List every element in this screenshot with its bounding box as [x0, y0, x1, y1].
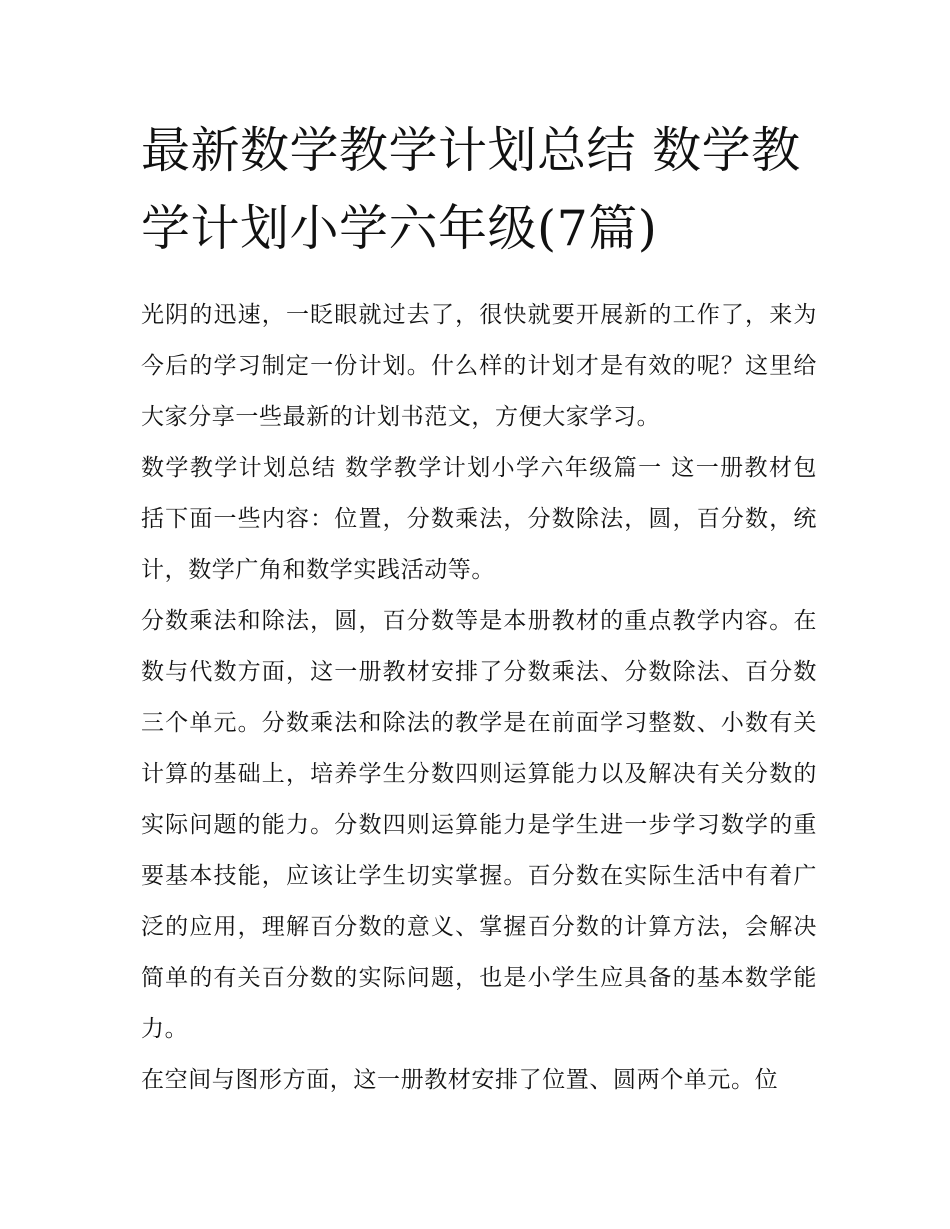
document-body	[141, 112, 817, 1106]
paragraph-intro: 光阴的迅速，一眨眼就过去了，很快就要开展新的工作了，来为今后的学习制定一份计划。什么样的计划才是有效的呢？这里给大家分享一些最新的计划书范文，方便大家学习。	[141, 302, 817, 430]
document-title: 最新数学教学计划总结 数学教学计划小学六年级(7篇)	[141, 122, 801, 257]
paragraph-contents: 数学教学计划总结 数学教学计划小学六年级篇一 这一册教材包括下面一些内容：位置，分数乘法，分数除法，圆，百分数，统计，数学广角和数学实践活动等。	[141, 455, 817, 583]
paragraph-space-geometry: 在空间与图形方面，这一册教材安排了位置、圆两个单元。位	[141, 1067, 779, 1093]
paragraph-numbers-algebra: 分数乘法和除法，圆，百分数等是本册教材的重点教学内容。在数与代数方面，这一册教材安排了分数乘法、分数除法、百分数三个单元。分数乘法和除法的教学是在前面学习整数、小数有关计算的基础上，培养学生分数四则运算能力以及解决有关分数的实际问题的能力。分数四则运算能力是学生进一步学习数学的重要基本技能，应该让学生切实掌握。百分数在实际生活中有着广泛的应用，理解百分数的意义、掌握百分数的计算方法，会解决简单的有关百分数的实际问题，也是小学生应具备的基本数学能力。	[141, 608, 817, 1042]
